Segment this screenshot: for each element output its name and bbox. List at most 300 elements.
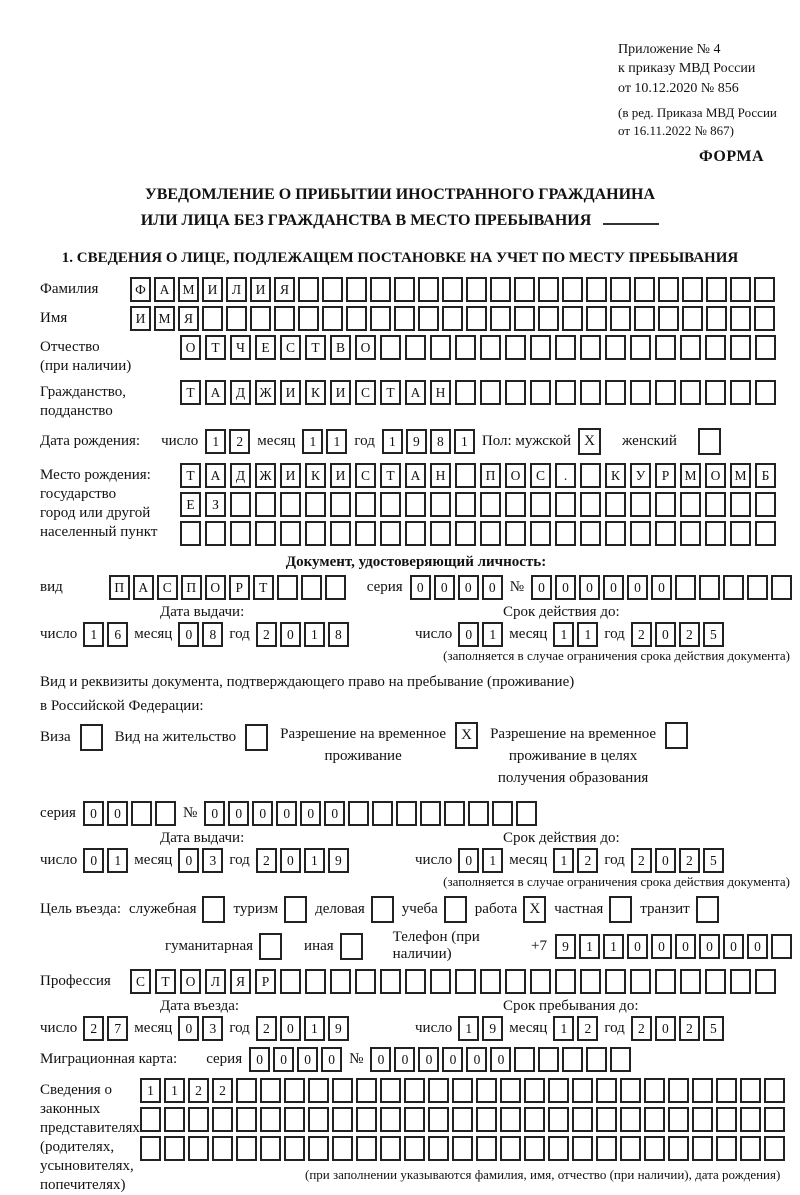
- char-cell[interactable]: [260, 1078, 281, 1103]
- char-cell[interactable]: [455, 463, 476, 488]
- char-cell[interactable]: [668, 1107, 689, 1132]
- char-cell[interactable]: [260, 1136, 281, 1161]
- purpose-tourism-checkbox[interactable]: [284, 896, 307, 923]
- char-cell[interactable]: 1: [553, 622, 574, 647]
- char-cell[interactable]: Е: [180, 492, 201, 517]
- identity-issue-month[interactable]: [178, 622, 223, 647]
- char-cell[interactable]: [380, 1136, 401, 1161]
- char-cell[interactable]: [682, 306, 703, 331]
- char-cell[interactable]: [140, 1136, 161, 1161]
- char-cell[interactable]: С: [355, 380, 376, 405]
- char-cell[interactable]: [492, 801, 513, 826]
- stay-year[interactable]: [631, 1016, 724, 1041]
- char-cell[interactable]: [716, 1078, 737, 1103]
- char-cell[interactable]: 1: [83, 622, 104, 647]
- char-cell[interactable]: 0: [280, 848, 301, 873]
- char-cell[interactable]: [356, 1078, 377, 1103]
- char-cell[interactable]: [298, 277, 319, 302]
- char-cell[interactable]: 0: [178, 1016, 199, 1041]
- char-cell[interactable]: [305, 521, 326, 546]
- char-cell[interactable]: 0: [434, 575, 455, 600]
- char-cell[interactable]: [562, 306, 583, 331]
- char-cell[interactable]: [131, 801, 152, 826]
- citizenship-boxes[interactable]: [180, 380, 776, 405]
- char-cell[interactable]: 1: [553, 1016, 574, 1041]
- char-cell[interactable]: А: [205, 463, 226, 488]
- phone-boxes[interactable]: [555, 934, 792, 959]
- char-cell[interactable]: 0: [280, 622, 301, 647]
- purpose-study-checkbox[interactable]: [444, 896, 467, 923]
- char-cell[interactable]: [771, 934, 792, 959]
- char-cell[interactable]: 0: [655, 1016, 676, 1041]
- char-cell[interactable]: [205, 521, 226, 546]
- char-cell[interactable]: [505, 492, 526, 517]
- char-cell[interactable]: [730, 335, 751, 360]
- char-cell[interactable]: [330, 521, 351, 546]
- char-cell[interactable]: 2: [577, 848, 598, 873]
- char-cell[interactable]: 0: [410, 575, 431, 600]
- char-cell[interactable]: 0: [555, 575, 576, 600]
- residence-issue-day[interactable]: [83, 848, 128, 873]
- char-cell[interactable]: [466, 277, 487, 302]
- char-cell[interactable]: 1: [107, 848, 128, 873]
- identity-doc-series-boxes[interactable]: [410, 575, 503, 600]
- char-cell[interactable]: С: [280, 335, 301, 360]
- char-cell[interactable]: П: [181, 575, 202, 600]
- char-cell[interactable]: [505, 969, 526, 994]
- char-cell[interactable]: [644, 1136, 665, 1161]
- char-cell[interactable]: [555, 969, 576, 994]
- char-cell[interactable]: С: [530, 463, 551, 488]
- char-cell[interactable]: [555, 492, 576, 517]
- char-cell[interactable]: [620, 1136, 641, 1161]
- char-cell[interactable]: [610, 277, 631, 302]
- char-cell[interactable]: [755, 492, 776, 517]
- char-cell[interactable]: 1: [603, 934, 624, 959]
- char-cell[interactable]: [500, 1136, 521, 1161]
- char-cell[interactable]: М: [730, 463, 751, 488]
- char-cell[interactable]: 2: [229, 429, 250, 454]
- char-cell[interactable]: 0: [83, 801, 104, 826]
- char-cell[interactable]: [530, 380, 551, 405]
- entry-day[interactable]: [83, 1016, 128, 1041]
- char-cell[interactable]: 0: [394, 1047, 415, 1072]
- char-cell[interactable]: [330, 969, 351, 994]
- char-cell[interactable]: [404, 1078, 425, 1103]
- char-cell[interactable]: [730, 521, 751, 546]
- purpose-work-checkbox[interactable]: X: [523, 896, 546, 923]
- identity-expiry-month[interactable]: [553, 622, 598, 647]
- birth-day-boxes[interactable]: [205, 429, 250, 454]
- char-cell[interactable]: [255, 521, 276, 546]
- char-cell[interactable]: [298, 306, 319, 331]
- migration-card-number-boxes[interactable]: [370, 1047, 631, 1072]
- char-cell[interactable]: [514, 306, 535, 331]
- char-cell[interactable]: Ф: [130, 277, 151, 302]
- char-cell[interactable]: 1: [304, 848, 325, 873]
- char-cell[interactable]: Т: [180, 463, 201, 488]
- char-cell[interactable]: С: [130, 969, 151, 994]
- char-cell[interactable]: [260, 1107, 281, 1132]
- char-cell[interactable]: [305, 969, 326, 994]
- char-cell[interactable]: О: [180, 969, 201, 994]
- char-cell[interactable]: 0: [228, 801, 249, 826]
- char-cell[interactable]: [580, 521, 601, 546]
- char-cell[interactable]: [380, 1078, 401, 1103]
- char-cell[interactable]: [455, 380, 476, 405]
- char-cell[interactable]: 0: [627, 934, 648, 959]
- char-cell[interactable]: [555, 521, 576, 546]
- char-cell[interactable]: [480, 380, 501, 405]
- residence-expiry-day[interactable]: [458, 848, 503, 873]
- char-cell[interactable]: 2: [679, 848, 700, 873]
- char-cell[interactable]: У: [630, 463, 651, 488]
- char-cell[interactable]: [705, 521, 726, 546]
- char-cell[interactable]: [580, 969, 601, 994]
- char-cell[interactable]: [658, 306, 679, 331]
- char-cell[interactable]: [490, 306, 511, 331]
- char-cell[interactable]: 0: [482, 575, 503, 600]
- char-cell[interactable]: О: [505, 463, 526, 488]
- char-cell[interactable]: [405, 492, 426, 517]
- char-cell[interactable]: Б: [755, 463, 776, 488]
- char-cell[interactable]: К: [605, 463, 626, 488]
- char-cell[interactable]: 5: [703, 848, 724, 873]
- visa-checkbox[interactable]: [80, 724, 103, 751]
- entry-year[interactable]: [256, 1016, 349, 1041]
- char-cell[interactable]: [705, 335, 726, 360]
- char-cell[interactable]: [322, 277, 343, 302]
- char-cell[interactable]: 1: [579, 934, 600, 959]
- char-cell[interactable]: [730, 380, 751, 405]
- char-cell[interactable]: 0: [418, 1047, 439, 1072]
- char-cell[interactable]: [692, 1107, 713, 1132]
- char-cell[interactable]: [572, 1136, 593, 1161]
- char-cell[interactable]: 2: [631, 848, 652, 873]
- char-cell[interactable]: Л: [226, 277, 247, 302]
- char-cell[interactable]: [524, 1078, 545, 1103]
- char-cell[interactable]: Р: [255, 969, 276, 994]
- char-cell[interactable]: Т: [380, 463, 401, 488]
- char-cell[interactable]: [380, 492, 401, 517]
- char-cell[interactable]: [236, 1078, 257, 1103]
- char-cell[interactable]: [634, 306, 655, 331]
- char-cell[interactable]: [630, 492, 651, 517]
- char-cell[interactable]: [394, 306, 415, 331]
- char-cell[interactable]: [442, 306, 463, 331]
- char-cell[interactable]: [455, 492, 476, 517]
- char-cell[interactable]: [514, 277, 535, 302]
- char-cell[interactable]: [655, 335, 676, 360]
- residence-expiry-month[interactable]: [553, 848, 598, 873]
- char-cell[interactable]: [538, 277, 559, 302]
- purpose-other-checkbox[interactable]: [340, 933, 363, 960]
- char-cell[interactable]: 5: [703, 1016, 724, 1041]
- char-cell[interactable]: [630, 969, 651, 994]
- char-cell[interactable]: 3: [202, 848, 223, 873]
- char-cell[interactable]: И: [202, 277, 223, 302]
- char-cell[interactable]: [655, 969, 676, 994]
- char-cell[interactable]: 0: [276, 801, 297, 826]
- char-cell[interactable]: Т: [253, 575, 274, 600]
- char-cell[interactable]: Я: [178, 306, 199, 331]
- char-cell[interactable]: 0: [603, 575, 624, 600]
- char-cell[interactable]: Ч: [230, 335, 251, 360]
- char-cell[interactable]: [405, 969, 426, 994]
- char-cell[interactable]: [405, 335, 426, 360]
- char-cell[interactable]: М: [680, 463, 701, 488]
- char-cell[interactable]: 9: [328, 1016, 349, 1041]
- char-cell[interactable]: И: [330, 380, 351, 405]
- char-cell[interactable]: [706, 306, 727, 331]
- char-cell[interactable]: [596, 1078, 617, 1103]
- char-cell[interactable]: 0: [579, 575, 600, 600]
- char-cell[interactable]: 0: [178, 622, 199, 647]
- char-cell[interactable]: [164, 1136, 185, 1161]
- char-cell[interactable]: Т: [205, 335, 226, 360]
- char-cell[interactable]: [755, 335, 776, 360]
- char-cell[interactable]: 0: [627, 575, 648, 600]
- char-cell[interactable]: Н: [430, 463, 451, 488]
- stay-day[interactable]: [458, 1016, 503, 1041]
- char-cell[interactable]: [530, 335, 551, 360]
- char-cell[interactable]: [655, 380, 676, 405]
- patronymic-boxes[interactable]: [180, 335, 776, 360]
- residence-issue-year[interactable]: [256, 848, 349, 873]
- char-cell[interactable]: Т: [180, 380, 201, 405]
- char-cell[interactable]: [188, 1107, 209, 1132]
- char-cell[interactable]: [430, 492, 451, 517]
- given-name-boxes[interactable]: [130, 306, 775, 331]
- char-cell[interactable]: 0: [699, 934, 720, 959]
- char-cell[interactable]: [430, 335, 451, 360]
- char-cell[interactable]: [680, 492, 701, 517]
- char-cell[interactable]: Д: [230, 380, 251, 405]
- sex-male-checkbox[interactable]: X: [578, 428, 601, 455]
- char-cell[interactable]: [255, 492, 276, 517]
- char-cell[interactable]: [212, 1136, 233, 1161]
- char-cell[interactable]: 0: [297, 1047, 318, 1072]
- char-cell[interactable]: 2: [256, 622, 277, 647]
- char-cell[interactable]: [740, 1136, 761, 1161]
- char-cell[interactable]: 1: [326, 429, 347, 454]
- purpose-humanitarian-checkbox[interactable]: [259, 933, 282, 960]
- char-cell[interactable]: 0: [675, 934, 696, 959]
- char-cell[interactable]: 0: [466, 1047, 487, 1072]
- char-cell[interactable]: 2: [212, 1078, 233, 1103]
- char-cell[interactable]: [580, 492, 601, 517]
- char-cell[interactable]: [356, 1136, 377, 1161]
- char-cell[interactable]: 9: [406, 429, 427, 454]
- char-cell[interactable]: [580, 463, 601, 488]
- char-cell[interactable]: [230, 492, 251, 517]
- char-cell[interactable]: [692, 1078, 713, 1103]
- char-cell[interactable]: 2: [577, 1016, 598, 1041]
- char-cell[interactable]: [284, 1136, 305, 1161]
- guardians-line1[interactable]: [140, 1078, 785, 1103]
- temp-residence-checkbox[interactable]: X: [455, 722, 478, 749]
- char-cell[interactable]: [332, 1136, 353, 1161]
- char-cell[interactable]: 1: [553, 848, 574, 873]
- identity-doc-kind-boxes[interactable]: [109, 575, 346, 600]
- char-cell[interactable]: [764, 1078, 785, 1103]
- char-cell[interactable]: [346, 277, 367, 302]
- char-cell[interactable]: [380, 1107, 401, 1132]
- char-cell[interactable]: [655, 492, 676, 517]
- char-cell[interactable]: А: [205, 380, 226, 405]
- char-cell[interactable]: 8: [430, 429, 451, 454]
- char-cell[interactable]: [430, 969, 451, 994]
- char-cell[interactable]: [394, 277, 415, 302]
- char-cell[interactable]: [480, 521, 501, 546]
- sex-female-checkbox[interactable]: [698, 428, 721, 455]
- identity-doc-number-boxes[interactable]: [531, 575, 792, 600]
- char-cell[interactable]: [396, 801, 417, 826]
- guardians-line2[interactable]: [140, 1107, 785, 1132]
- char-cell[interactable]: [284, 1107, 305, 1132]
- char-cell[interactable]: [580, 380, 601, 405]
- char-cell[interactable]: И: [130, 306, 151, 331]
- char-cell[interactable]: 1: [304, 622, 325, 647]
- char-cell[interactable]: [405, 521, 426, 546]
- char-cell[interactable]: [580, 335, 601, 360]
- char-cell[interactable]: [605, 521, 626, 546]
- char-cell[interactable]: [548, 1107, 569, 1132]
- char-cell[interactable]: [675, 575, 696, 600]
- char-cell[interactable]: [480, 492, 501, 517]
- char-cell[interactable]: 0: [204, 801, 225, 826]
- char-cell[interactable]: 1: [302, 429, 323, 454]
- identity-issue-day[interactable]: [83, 622, 128, 647]
- char-cell[interactable]: Ж: [255, 463, 276, 488]
- char-cell[interactable]: [680, 521, 701, 546]
- char-cell[interactable]: О: [180, 335, 201, 360]
- char-cell[interactable]: И: [280, 380, 301, 405]
- char-cell[interactable]: [280, 969, 301, 994]
- char-cell[interactable]: К: [305, 380, 326, 405]
- char-cell[interactable]: [572, 1107, 593, 1132]
- char-cell[interactable]: 1: [577, 622, 598, 647]
- char-cell[interactable]: 1: [164, 1078, 185, 1103]
- char-cell[interactable]: [455, 521, 476, 546]
- char-cell[interactable]: [370, 306, 391, 331]
- char-cell[interactable]: 0: [321, 1047, 342, 1072]
- char-cell[interactable]: 0: [458, 848, 479, 873]
- char-cell[interactable]: 1: [482, 622, 503, 647]
- char-cell[interactable]: Н: [430, 380, 451, 405]
- char-cell[interactable]: 0: [370, 1047, 391, 1072]
- identity-expiry-day[interactable]: [458, 622, 503, 647]
- char-cell[interactable]: 0: [458, 575, 479, 600]
- char-cell[interactable]: [428, 1136, 449, 1161]
- birth-year-boxes[interactable]: [382, 429, 475, 454]
- char-cell[interactable]: [555, 335, 576, 360]
- char-cell[interactable]: [514, 1047, 535, 1072]
- char-cell[interactable]: [705, 380, 726, 405]
- char-cell[interactable]: 2: [83, 1016, 104, 1041]
- char-cell[interactable]: С: [157, 575, 178, 600]
- char-cell[interactable]: [764, 1136, 785, 1161]
- char-cell[interactable]: [680, 969, 701, 994]
- char-cell[interactable]: [740, 1078, 761, 1103]
- char-cell[interactable]: [301, 575, 322, 600]
- char-cell[interactable]: 1: [382, 429, 403, 454]
- char-cell[interactable]: [466, 306, 487, 331]
- char-cell[interactable]: [420, 801, 441, 826]
- char-cell[interactable]: [740, 1107, 761, 1132]
- purpose-transit-checkbox[interactable]: [696, 896, 719, 923]
- char-cell[interactable]: [730, 306, 751, 331]
- char-cell[interactable]: [705, 492, 726, 517]
- residence-number-boxes[interactable]: [204, 801, 537, 826]
- char-cell[interactable]: [442, 277, 463, 302]
- char-cell[interactable]: [322, 306, 343, 331]
- char-cell[interactable]: П: [480, 463, 501, 488]
- char-cell[interactable]: [444, 801, 465, 826]
- entry-month[interactable]: [178, 1016, 223, 1041]
- char-cell[interactable]: [325, 575, 346, 600]
- char-cell[interactable]: [505, 335, 526, 360]
- char-cell[interactable]: [562, 1047, 583, 1072]
- char-cell[interactable]: [250, 306, 271, 331]
- char-cell[interactable]: [236, 1136, 257, 1161]
- char-cell[interactable]: [355, 969, 376, 994]
- char-cell[interactable]: [605, 969, 626, 994]
- char-cell[interactable]: 0: [651, 575, 672, 600]
- char-cell[interactable]: [332, 1107, 353, 1132]
- char-cell[interactable]: [630, 380, 651, 405]
- char-cell[interactable]: С: [355, 463, 376, 488]
- identity-issue-year[interactable]: [256, 622, 349, 647]
- char-cell[interactable]: [716, 1107, 737, 1132]
- char-cell[interactable]: 0: [280, 1016, 301, 1041]
- char-cell[interactable]: Р: [655, 463, 676, 488]
- char-cell[interactable]: 0: [723, 934, 744, 959]
- char-cell[interactable]: [516, 801, 537, 826]
- residence-permit-checkbox[interactable]: [245, 724, 268, 751]
- identity-expiry-year[interactable]: [631, 622, 724, 647]
- char-cell[interactable]: [730, 969, 751, 994]
- char-cell[interactable]: О: [705, 463, 726, 488]
- char-cell[interactable]: 2: [188, 1078, 209, 1103]
- char-cell[interactable]: [723, 575, 744, 600]
- char-cell[interactable]: 0: [655, 848, 676, 873]
- char-cell[interactable]: Е: [255, 335, 276, 360]
- char-cell[interactable]: 2: [256, 1016, 277, 1041]
- guardians-line3[interactable]: [140, 1136, 785, 1161]
- char-cell[interactable]: [452, 1107, 473, 1132]
- char-cell[interactable]: [180, 521, 201, 546]
- char-cell[interactable]: И: [280, 463, 301, 488]
- char-cell[interactable]: [505, 380, 526, 405]
- char-cell[interactable]: [380, 969, 401, 994]
- char-cell[interactable]: А: [405, 380, 426, 405]
- char-cell[interactable]: [668, 1136, 689, 1161]
- char-cell[interactable]: [468, 801, 489, 826]
- char-cell[interactable]: [634, 277, 655, 302]
- char-cell[interactable]: [655, 521, 676, 546]
- birth-place-line2[interactable]: [180, 492, 776, 517]
- char-cell[interactable]: 7: [107, 1016, 128, 1041]
- char-cell[interactable]: [505, 521, 526, 546]
- char-cell[interactable]: 0: [273, 1047, 294, 1072]
- char-cell[interactable]: [605, 380, 626, 405]
- char-cell[interactable]: [706, 277, 727, 302]
- char-cell[interactable]: [555, 380, 576, 405]
- char-cell[interactable]: .: [555, 463, 576, 488]
- temp-residence-edu-checkbox[interactable]: [665, 722, 688, 749]
- char-cell[interactable]: 8: [328, 622, 349, 647]
